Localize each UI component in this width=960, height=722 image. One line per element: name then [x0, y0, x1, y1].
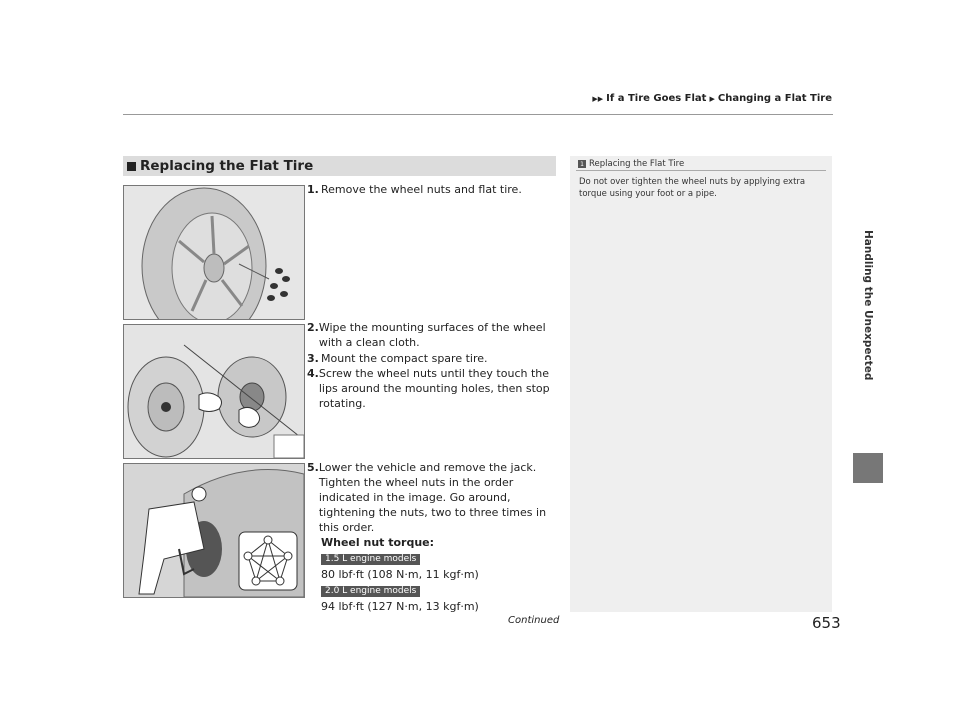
step-3 — [307, 351, 555, 366]
step-text: Wipe the mounting surfaces of the wheel with a clean cloth. — [318, 321, 546, 349]
tighten-illustration — [124, 464, 304, 597]
page-number: 653 — [812, 614, 841, 632]
arrow-icon: ▶ — [709, 94, 715, 103]
torque-value-20: 94 lbf·ft (127 N·m, 13 kgf·m) — [321, 600, 479, 613]
step-text: Remove the wheel nuts and flat tire. — [321, 183, 522, 196]
arrow-icon: ▶▶ — [592, 94, 604, 103]
step-number: 3. — [307, 352, 319, 365]
breadcrumb — [592, 93, 832, 104]
spare-mount-illustration — [124, 325, 304, 458]
side-tab-label: Handling the Unexpected — [862, 229, 874, 381]
step-text: Screw the wheel nuts until they touch the lips around the mounting holes, then stop rotating. — [318, 367, 550, 410]
note-panel — [570, 156, 832, 612]
side-tab-marker — [853, 453, 883, 483]
step-text: Mount the compact spare tire. — [321, 352, 488, 365]
figure-flat-tire — [123, 185, 305, 320]
step-number: 4. — [307, 367, 319, 380]
engine-badge-15: 1.5 L engine models — [321, 554, 420, 565]
step-5 — [307, 460, 555, 614]
figure-mount-spare — [123, 324, 305, 459]
engine-badge-20: 2.0 L engine models — [321, 586, 420, 597]
breadcrumb-parent: If a Tire Goes Flat — [606, 93, 707, 104]
note-body: Do not over tighten the wheel nuts by applying extra torque using your foot or a pipe. — [579, 177, 806, 199]
step-1 — [307, 182, 555, 197]
side-tab — [853, 160, 883, 450]
step-number: 2. — [307, 321, 319, 334]
breadcrumb-current: Changing a Flat Tire — [717, 93, 832, 104]
tire-illustration — [124, 186, 304, 319]
header-rule — [123, 114, 833, 115]
torque-label: Wheel nut torque: — [321, 536, 435, 549]
section-title: Replacing the Flat Tire — [140, 158, 314, 174]
note-title-text: Replacing the Flat Tire — [589, 159, 685, 169]
step-4 — [307, 366, 555, 411]
continued-label: Continued — [508, 615, 560, 626]
note-title — [578, 159, 684, 169]
note-number-icon: 1 — [578, 160, 586, 168]
torque-value-15: 80 lbf·ft (108 N·m, 11 kgf·m) — [321, 568, 479, 581]
figure-tighten-nuts — [123, 463, 305, 598]
note-divider — [576, 170, 826, 171]
section-heading — [123, 156, 556, 176]
square-bullet-icon — [127, 162, 136, 171]
step-text: Lower the vehicle and remove the jack. Tighten the wheel nuts in the order indicated in the image. Go around, tightening the nuts, two to three times in this order. — [318, 461, 547, 534]
step-number: 1. — [307, 183, 319, 196]
step-2 — [307, 320, 555, 350]
step-number: 5. — [307, 461, 319, 474]
